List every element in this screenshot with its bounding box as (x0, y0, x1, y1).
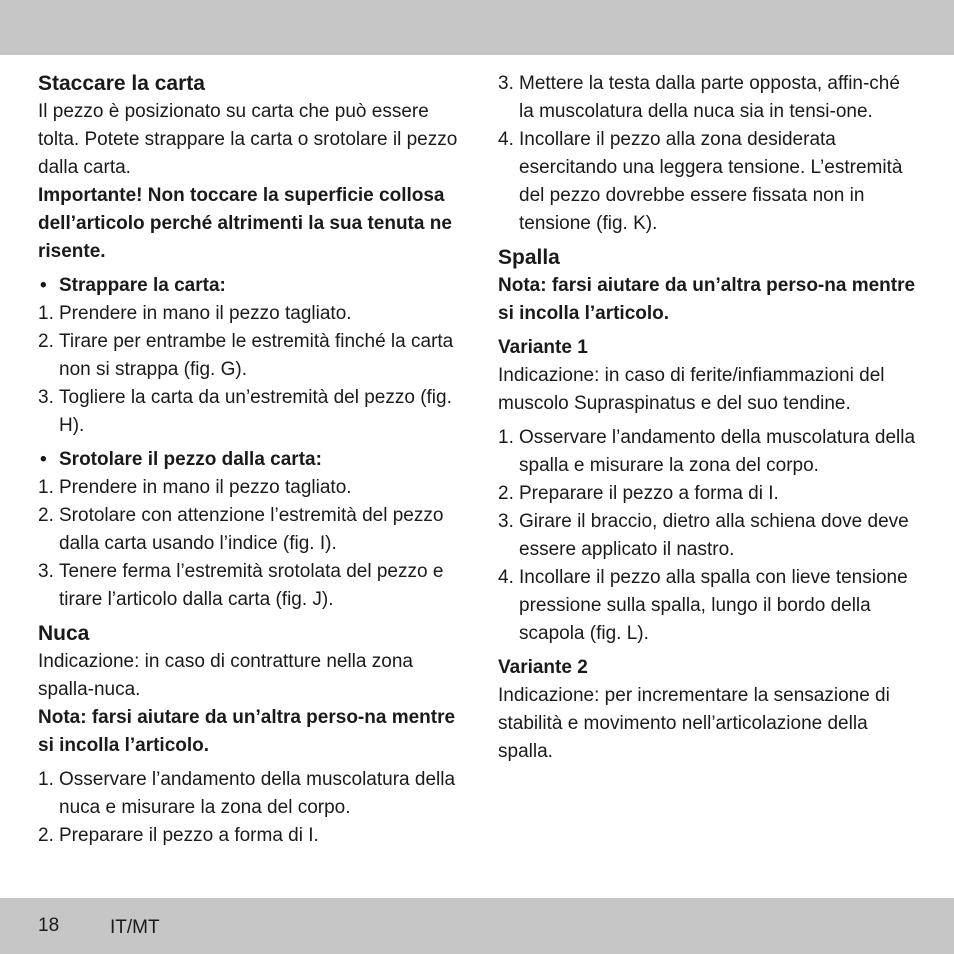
section-title-staccare: Staccare la carta (38, 72, 205, 95)
step-text: Incollare il pezzo alla zona desiderata esercitando una leggera tensione. L’estremità del pezzo dovrebbe essere fissata non in tensione (fig. K). (519, 129, 903, 234)
step-item (38, 502, 468, 558)
step-item (498, 480, 918, 508)
left-column (38, 70, 468, 850)
section-title-nuca: Nuca (38, 622, 90, 645)
step-number: 2. (38, 825, 54, 846)
step-item (38, 558, 468, 614)
step-item (498, 424, 918, 480)
step-text: Preparare il pezzo a forma di I. (59, 825, 319, 846)
language-code: IT/MT (110, 917, 160, 938)
variant-2-indication: Indicazione: per incrementare la sensazione di stabilità e movimento nell’articolazione della spalla. (498, 685, 890, 762)
step-number: 4. (498, 129, 514, 150)
step-text: Girare il braccio, dietro alla schiena dove deve essere applicato il nastro. (519, 511, 909, 560)
bullet-icon: • (40, 449, 47, 470)
variant-2-title: Variante 2 (498, 657, 588, 678)
right-column (498, 70, 918, 766)
bullet-list-1 (38, 272, 468, 300)
step-number: 3. (498, 73, 514, 94)
spalla-note: Nota: farsi aiutare da un’altra perso-na mentre si incolla l’articolo. (498, 275, 916, 324)
step-item (38, 300, 468, 328)
steps-list-srotolare (38, 474, 468, 614)
steps-list-strappare (38, 300, 468, 440)
step-number: 3. (38, 387, 54, 408)
step-number: 4. (498, 567, 514, 588)
step-number: 1. (498, 427, 514, 448)
step-item (38, 328, 468, 384)
step-text: Srotolare con attenzione l’estremità del pezzo dalla carta usando l’indice (fig. I). (59, 505, 444, 554)
step-item (38, 384, 468, 440)
step-text: Preparare il pezzo a forma di I. (519, 483, 779, 504)
step-number: 3. (498, 511, 514, 532)
bullet-item: • Strappare la carta: (38, 272, 468, 300)
steps-list-nuca (38, 766, 468, 850)
step-number: 1. (38, 769, 54, 790)
step-text: Osservare l’andamento della muscolatura della nuca e misurare la zona del corpo. (59, 769, 456, 818)
step-text: Mettere la testa dalla parte opposta, affin-ché la muscolatura della nuca sia in tensi-one. (519, 73, 900, 122)
step-text: Incollare il pezzo alla spalla con lieve tensione pressione sulla spalla, lungo il bordo della scapola (fig. L). (519, 567, 908, 644)
bullet-icon: • (40, 275, 47, 296)
bullet-list-2 (38, 446, 468, 474)
step-item (498, 508, 918, 564)
step-number: 1. (38, 303, 54, 324)
steps-list-nuca-continued (498, 70, 918, 238)
step-item (38, 766, 468, 822)
step-number: 2. (38, 331, 54, 352)
step-item (498, 126, 918, 238)
step-number: 1. (38, 477, 54, 498)
section-title-spalla: Spalla (498, 246, 560, 269)
step-text: Prendere in mano il pezzo tagliato. (59, 303, 352, 324)
step-text: Togliere la carta da un’estremità del pezzo (fig. H). (59, 387, 452, 436)
step-item (38, 822, 468, 850)
step-item (498, 564, 918, 648)
bullet-item: • Srotolare il pezzo dalla carta: (38, 446, 468, 474)
step-text: Tenere ferma l’estremità srotolata del pezzo e tirare l’articolo dalla carta (fig. J). (59, 561, 444, 610)
important-warning: Importante! Non toccare la superficie collosa dell’articolo perché altrimenti la sua tenuta ne risente. (38, 185, 452, 262)
page-number: 18 (38, 915, 60, 936)
step-text: Osservare l’andamento della muscolatura della spalla e misurare la zona del corpo. (519, 427, 916, 476)
steps-list-spalla (498, 424, 918, 648)
step-number: 3. (38, 561, 54, 582)
nuca-indication: Indicazione: in caso di contratture nella zona spalla-nuca. (38, 651, 413, 700)
nuca-note: Nota: farsi aiutare da un’altra perso-na mentre si incolla l’articolo. (38, 707, 456, 756)
step-number: 2. (498, 483, 514, 504)
variant-1-indication: Indicazione: in caso di ferite/infiammazioni del muscolo Supraspinatus e del suo tendine. (498, 365, 885, 414)
variant-1-title: Variante 1 (498, 337, 588, 358)
section-intro: Il pezzo è posizionato su carta che può essere tolta. Potete strappare la carta o srotolare il pezzo dalla carta. (38, 101, 458, 178)
step-text: Prendere in mano il pezzo tagliato. (59, 477, 352, 498)
step-item (498, 70, 918, 126)
step-number: 2. (38, 505, 54, 526)
step-text: Tirare per entrambe le estremità finché la carta non si strappa (fig. G). (59, 331, 454, 380)
header-band (0, 0, 954, 55)
step-item (38, 474, 468, 502)
